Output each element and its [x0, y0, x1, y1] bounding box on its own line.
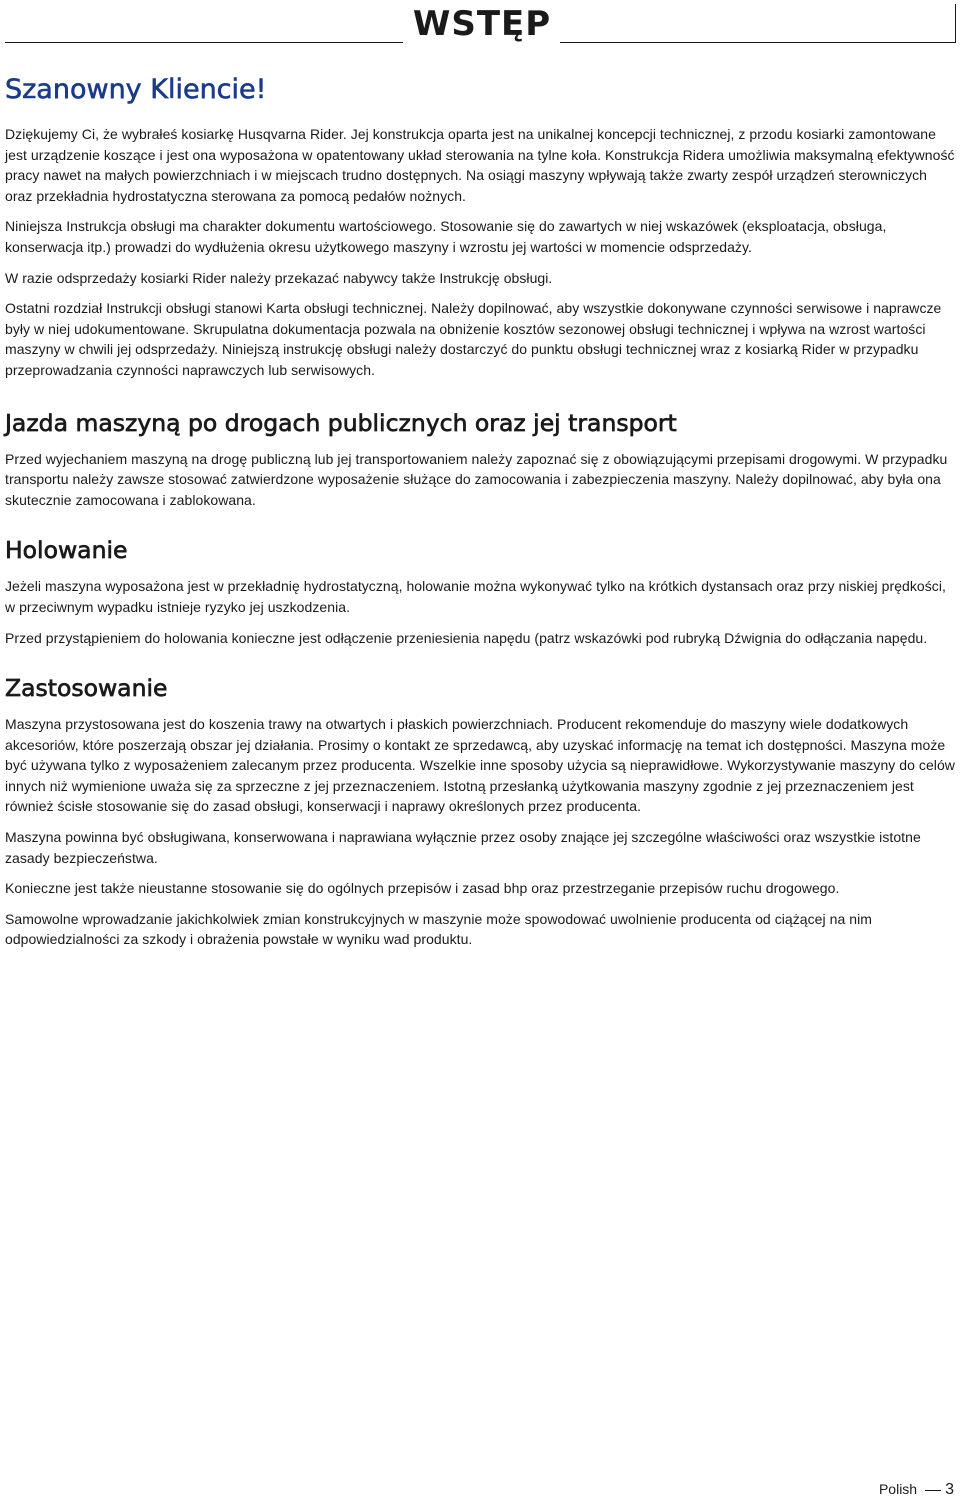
transport-section — [5, 407, 955, 511]
document-body — [5, 70, 955, 960]
usage-paragraph: Maszyna powinna być obsługiwana, konserwowana i naprawiana wyłącznie przez osoby znające jej szczególne właściwości oraz wszystkie istotne zasady bezpieczeństwa. — [5, 829, 921, 866]
intro-paragraph: Niniejsza Instrukcja obsługi ma charakter dokumentu wartościowego. Stosowanie się do zawartych w niej wskazówek (eksploatacja, obsługa, konserwacja itp.) prowadzi do wydłużenia okresu użytkowego maszyny i wzrostu jej wartości w momencie odsprzedaży. — [5, 218, 887, 255]
intro-paragraph: Ostatni rozdział Instrukcji obsługi stanowi Karta obsługi technicznej. Należy dopilnować, aby wszystkie dokonywane czynności serwisowe i naprawcze były w niej udokumentowane. Skrupulatna dokumentacja pozwala na obniżenie kosztów sezonowej obsługi technicznej i wpływa na wzrost wartości maszyny w chwili jej odsprzedaży. Niniejszą instrukcję obsługi należy dostarczyć do punktu obsługi technicznej wraz z kosiarką Rider w przypadku przeprowadzania czynności naprawczych lub serwisowych. — [5, 300, 942, 378]
header-corner-tick — [955, 4, 956, 42]
towing-section — [5, 534, 955, 648]
towing-paragraph: Jeżeli maszyna wyposażona jest w przekładnię hydrostatyczną, holowanie można wykonywać tylko na krótkich dystansach oraz przy niskiej prędkości, w przeciwnym wypadku istnieje ryzyko jej uszkodzenia. — [5, 578, 946, 615]
usage-paragraph: Maszyna przystosowana jest do koszenia trawy na otwartych i płaskich powierzchniach. Producent rekomenduje do maszyny wiele dodatkowych akcesoriów, które poszerzają obszar jej działania. Prosimy o kontakt ze sprzedawcą, aby uzyskać informację na temat ich dostępności. Maszyna może być używana tylko z wyposażeniem zalecanym przez producenta. Wszelkie inne sposoby użycia są nieprawidłowe. Wykorzystywanie maszyny do celów innych niż wymienione uważa się za sprzeczne z jej przeznaczeniem. Istotną przesłanką użytkowania maszyny zgodnie z jej przeznaczeniem jest również ścisłe stosowanie się do zasad obsługi, konserwacji i naprawy określonych przez producenta. — [5, 716, 955, 815]
usage-section — [5, 672, 955, 950]
section-title: WSTĘP — [412, 4, 552, 44]
greeting-heading: Szanowny Kliencie! — [5, 74, 267, 105]
intro-paragraph: W razie odsprzedaży kosiarki Rider należy przekazać nabywcy także Instrukcję obsługi. — [5, 269, 553, 286]
page-number: 3 — [945, 1481, 954, 1498]
usage-heading: Zastosowanie — [5, 674, 168, 703]
towing-paragraph: Przed przystąpieniem do holowania konieczne jest odłączenie przeniesienia napędu (patrz wskazówki pod rubryką Dźwignia do odłączania napędu. — [5, 629, 928, 646]
transport-paragraph: Przed wyjechaniem maszyną na drogę publiczną lub jej transportowaniem należy zapoznać się z obowiązującymi przepisami drogowymi. W przypadku transportu należy zawsze stosować zatwierdzone wyposażenie służące do zamocowania i zabezpieczenia maszyny. Należy dopilnować, aby była ona skutecznie zamocowana i zablokowana. — [5, 450, 948, 508]
header-rule-right — [560, 42, 956, 43]
footer-language: Polish — [878, 1481, 918, 1497]
intro-section — [5, 70, 955, 381]
transport-heading: Jazda maszyną po drogach publicznych oraz jej transport — [5, 408, 677, 437]
intro-paragraph: Dziękujemy Ci, że wybrałeś kosiarkę Husqvarna Rider. Jej konstrukcja oparta jest na unikalnej koncepcji technicznej, z przodu kosiarki zamontowane jest urządzenie koszące i jest ona wyposażona w opatentowany układ sterowania na tylne koła. Konstrukcja Ridera umożliwia maksymalną efektywność pracy nawet na małych powierzchniach i w miejscach trudno dostępnych. Na osiągi maszyny wpływają także zwarty zespół urządzeń sterowniczych oraz przekładnia hydrostatyczna sterowana za pomocą pedałów nożnych. — [5, 126, 955, 204]
usage-paragraph: Konieczne jest także nieustanne stosowanie się do ogólnych przepisów i zasad bhp oraz przestrzeganie przepisów ruchu drogowego. — [5, 880, 840, 897]
towing-heading: Holowanie — [5, 536, 128, 565]
page-footer — [879, 1479, 954, 1499]
header-rule-left — [5, 42, 403, 43]
footer-dash — [925, 1490, 941, 1491]
usage-paragraph: Samowolne wprowadzanie jakichkolwiek zmian konstrukcyjnych w maszynie może spowodować uwolnienie producenta od ciążącej na nim odpowiedzialności za szkody i obrażenia powstałe w wyniku wad produktu. — [5, 910, 872, 948]
page-header — [0, 0, 960, 48]
